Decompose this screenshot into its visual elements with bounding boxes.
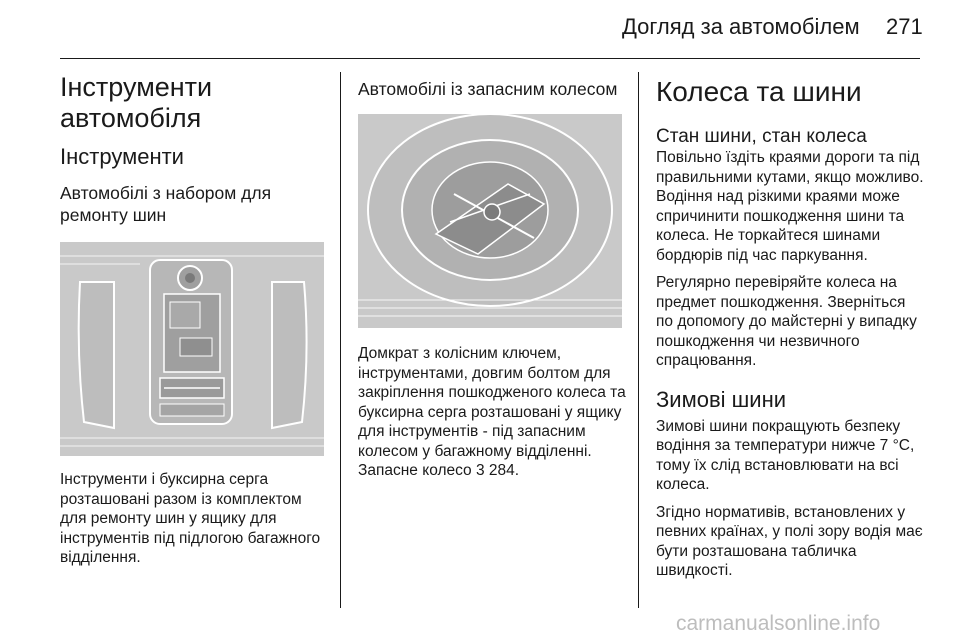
column-middle xyxy=(358,72,628,481)
watermark: carmanualsonline.info xyxy=(676,612,881,635)
figure-caption: Домкрат з колісним ключем, інструментами, довгим болтом для закріплення пошкодженого колеса та буксирна серга розташовані у ящику для інструментів - під запасним колесом у багажному відділенні. Запасне колесо 3 284. xyxy=(358,345,626,479)
section-title: Зимові шини xyxy=(656,386,787,412)
paragraph: Згідно нормативів, встановлених у певних країнах, у полі зору водія має бути розташована табличка швидкості. xyxy=(656,503,923,579)
figure-tyre-repair-kit xyxy=(60,242,324,456)
header-rule xyxy=(60,58,920,59)
subsection-title: Автомобілі з набором для ремонту шин xyxy=(60,183,272,225)
section-title: Стан шини, стан колеса xyxy=(656,126,867,147)
tool-box-illustration xyxy=(60,242,324,456)
jack-and-wheel-illustration xyxy=(358,114,622,328)
paragraph: Повільно їздіть краями дороги та під правильними кутами, якщо можливо. Водіння над різкими краями може спричинити пошкодження шини та колеса. Не торкайтеся шинами бордюрів під час паркування. xyxy=(656,149,924,264)
page-number: 271 xyxy=(886,14,923,39)
paragraph: Регулярно перевіряйте колеса на предмет пошкодження. Зверніться по допомогу до майстерні у випадку пошкодження чи незвичного спрацювання. xyxy=(656,274,917,369)
page-title: Інструменти автомобіля xyxy=(60,72,213,133)
chapter-title: Колеса та шини xyxy=(656,76,862,107)
header-title: Догляд за автомобілем xyxy=(622,14,860,39)
paragraph: Зимові шини покращують безпеку водіння за температури нижче 7 °C, тому їх слід встановлювати на всі колеса. xyxy=(656,417,915,493)
subsection-title: Автомобілі із запасним колесом xyxy=(358,79,618,99)
column-divider xyxy=(638,72,639,608)
column-divider xyxy=(340,72,341,608)
figure-caption: Інструменти і буксирна серга розташовані разом із комплектом для ремонту шин у ящику для інструментів під підлогою багажного відділення. xyxy=(60,471,321,566)
column-left xyxy=(60,72,330,568)
column-right xyxy=(656,72,926,581)
figure-spare-wheel xyxy=(358,114,622,328)
section-title: Інструменти xyxy=(60,144,184,169)
